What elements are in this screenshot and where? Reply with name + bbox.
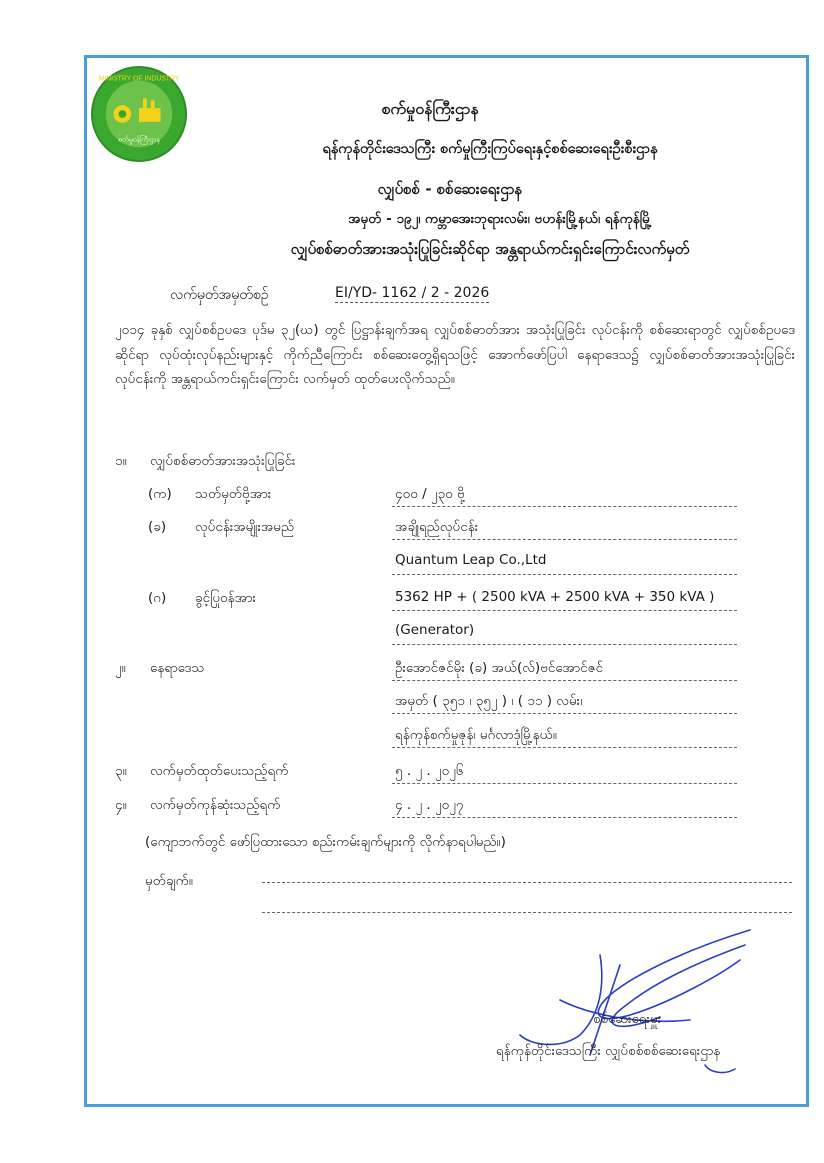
dotted-line — [392, 817, 737, 818]
item-kha-label: လုပ်ငန်းအမျိုးအမည် — [195, 519, 295, 535]
terms-note: (ကျောဘက်တွင် ဖော်ပြထားသော စည်းကမ်းချက်များကို လိုက်နာရပါမည်။) — [145, 834, 506, 850]
business-type-value: အချိုရည်လုပ်ငန်း — [395, 519, 479, 535]
location-line-2: အမှတ် ( ၃၅၁ ၊ ၃၅၂ ) ၊ ( ၁၁ ) လမ်း၊ — [395, 693, 583, 709]
section3-label: လက်မှတ်ထုတ်ပေးသည့်ရက် — [150, 763, 289, 779]
svg-text:MINISTRY OF INDUSTRY: MINISTRY OF INDUSTRY — [98, 75, 180, 83]
dotted-line — [392, 680, 737, 681]
item-ka-number: (က) — [148, 486, 172, 502]
expiry-date: ၄ . ၂ . ၂၀၂၇ — [395, 797, 464, 813]
division-name: လျှပ်စစ် - စစ်ဆေးရေးဌာန — [377, 180, 523, 198]
office-address: အမှတ် - ၁၉၂၊ ကမ္ဘာအေးဘုရားလမ်း၊ ဗဟန်းမြို့နယ်၊ ရန်ကုန်မြို့ — [348, 211, 652, 227]
section4-number: ၄။ — [115, 797, 127, 813]
dotted-line — [392, 574, 737, 575]
allowed-load-value: 5362 HP + ( 2500 kVA + 2500 kVA + 350 kVA ) — [395, 589, 715, 605]
ministry-logo — [90, 65, 188, 163]
section3-number: ၃။ — [115, 763, 127, 779]
certificate-number: EI/YD- 1162 / 2 - 2026 — [335, 285, 490, 301]
svg-text:စက်မှုဝန်ကြီးဌာန: စက်မှုဝန်ကြီးဌာန — [118, 135, 160, 144]
dotted-line — [392, 539, 737, 540]
remarks-line — [262, 882, 792, 883]
intro-paragraph: ၂၀၁၄ ခုနှစ် လျှပ်စစ်ဥပဒေ ပုဒ်မ ၃၂(ဃ) တွင် ပြဋ္ဌာန်းချက်အရ လျှပ်စစ်ဓာတ်အား အသုံးပြုခြင်း လုပ်ငန်းကို စစ်ဆေးရာတွင် လျှပ်စစ်ဥပဒေဆိုင်ရာ လုပ်ထုံးလုပ်နည်းများနှင့် ကိုက်ညီကြောင်း စစ်ဆေးတွေ့ရှိရသဖြင့် အောက်ဖော်ပြပါ နေရာဒေသ၌ လျှပ်စစ်ဓာတ်အားအသုံးပြုခြင်း လုပ်ငန်းကို အန္တရာယ်ကင်းရှင်းကြောင်း လက်မှတ် ထုတ်ပေးလိုက်သည်။ — [115, 322, 795, 387]
certificate-number-label: လက်မှတ်အမှတ်စဉ် — [170, 287, 269, 303]
issue-date: ၅ . ၂ . ၂၀၂၆ — [395, 763, 464, 779]
generator-note: (Generator) — [395, 622, 475, 638]
dotted-line — [392, 610, 737, 611]
item-ga-label: ခွင့်ပြုဝန်အား — [195, 590, 256, 606]
section1-label: လျှပ်စစ်ဓာတ်အားအသုံးပြုခြင်း — [150, 453, 296, 469]
rated-voltage-value: ၄၀၀ / ၂၃၀ ဗို့ — [395, 486, 465, 502]
dotted-line — [392, 644, 737, 645]
certificate-title: လျှပ်စစ်ဓာတ်အားအသုံးပြုခြင်းဆိုင်ရာ အန္တရာယ်ကင်းရှင်းကြောင်းလက်မှတ် — [290, 240, 690, 258]
section4-label: လက်မှတ်ကုန်ဆုံးသည့်ရက် — [150, 797, 281, 813]
section2-label: နေရာဒေသ — [150, 660, 205, 676]
item-ga-number: (ဂ) — [148, 590, 167, 606]
company-name-value: Quantum Leap Co.,Ltd — [395, 552, 547, 568]
dotted-line — [392, 747, 737, 748]
department-name: ရန်ကုန်တိုင်းဒေသကြီး စက်မှုကြီးကြပ်ရေးနှင့်စစ်ဆေးရေးဦးစီးဌာန — [322, 141, 658, 157]
dotted-line — [392, 506, 737, 507]
location-line-3: ရန်ကုန်စက်မှုဇုန်၊ မင်္ဂလာဒုံမြို့နယ်။ — [395, 727, 557, 743]
inspector-title: စစ်ဆေးရေးမှူး — [593, 1011, 662, 1027]
inspector-organization: ရန်ကုန်တိုင်းဒေသကြီး လျှပ်စစ်စစ်ဆေးရေးဌာန — [496, 1043, 721, 1059]
remarks-line — [262, 912, 792, 913]
remarks-label: မှတ်ချက်။ — [145, 873, 193, 889]
dotted-line — [392, 783, 737, 784]
item-ka-label: သတ်မှတ်ဗို့အား — [195, 486, 272, 502]
item-kha-number: (ခ) — [148, 519, 167, 535]
section1-number: ၁။ — [115, 453, 127, 469]
section2-number: ၂။ — [115, 660, 126, 676]
location-line-1: ဦးအောင်ဇင်မိုး (ခ) အယ်(လ်)ဗင်အောင်ဇင် — [395, 660, 604, 676]
dotted-line — [392, 713, 737, 714]
ministry-name: စက်မှုဝန်ကြီးဌာန — [381, 99, 479, 118]
